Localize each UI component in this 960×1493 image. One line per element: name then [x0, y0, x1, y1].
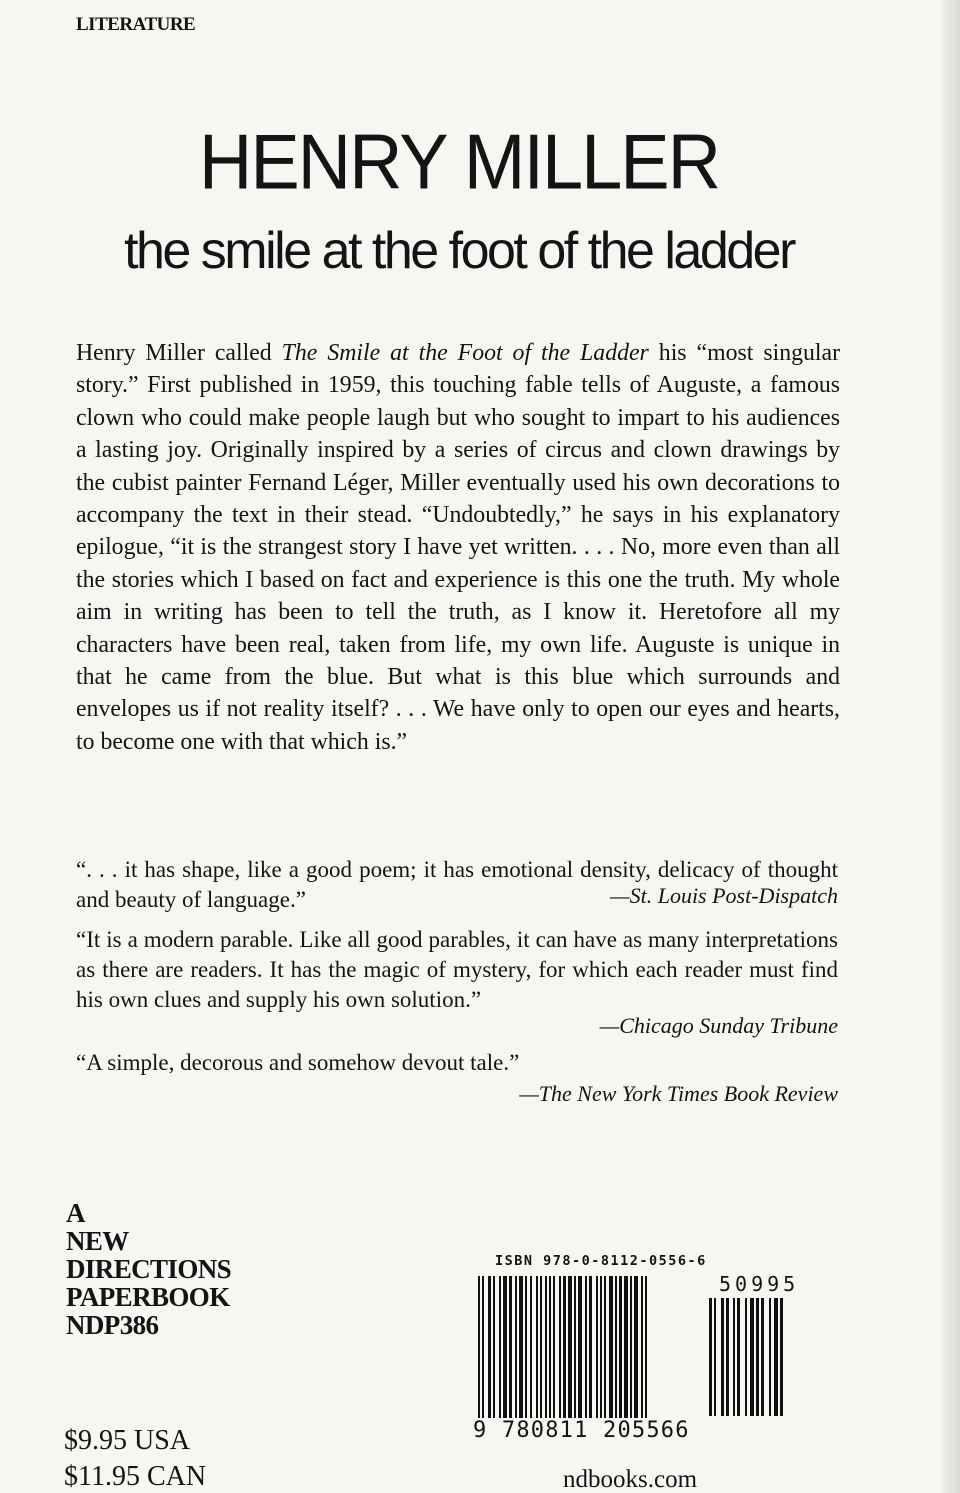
category-label: LITERATURE — [76, 14, 196, 35]
barcode-bar — [578, 1276, 582, 1422]
barcode-bar — [750, 1298, 754, 1416]
publisher-line: NDP386 — [66, 1310, 159, 1340]
publisher-line: NEW — [66, 1226, 129, 1256]
barcode-bar — [596, 1276, 598, 1422]
barcode-bar — [745, 1298, 747, 1416]
barcode-bar — [545, 1276, 547, 1422]
barcode-bar — [525, 1276, 527, 1422]
barcode-bar — [536, 1276, 538, 1422]
price-can: $11.95 CAN — [64, 1461, 207, 1492]
barcode-bar — [619, 1276, 622, 1422]
barcode-bar — [568, 1276, 572, 1422]
review-source-1: —St. Louis Post-Dispatch — [610, 883, 838, 908]
barcode-bar — [540, 1276, 542, 1422]
barcode-bar — [493, 1276, 495, 1422]
publisher-website: ndbooks.com — [563, 1466, 698, 1493]
barcode-bar — [769, 1298, 771, 1416]
barcode-bar — [499, 1276, 501, 1422]
barcode-bar — [634, 1276, 638, 1422]
barcode-bar — [630, 1276, 632, 1422]
barcode-bar — [780, 1298, 783, 1416]
book-title: the smile at the foot of the ladder — [124, 222, 794, 280]
barcode-bar — [737, 1298, 740, 1416]
barcode-bar — [726, 1298, 729, 1416]
review-quote-1: “. . . it has shape, like a good poem; it has emotional density, delicacy of thought and beauty of language.” — [76, 857, 838, 912]
barcode-bar — [503, 1276, 507, 1422]
barcode-bar — [519, 1276, 523, 1422]
barcode-bar — [609, 1276, 613, 1436]
blurb-book-title: The Smile at the Foot of the Ladder — [281, 340, 649, 366]
review-source-3: —The New York Times Book Review — [519, 1081, 838, 1106]
barcode-bar — [574, 1276, 576, 1422]
publisher-imprint — [66, 1199, 231, 1339]
addon-barcode-bars — [709, 1298, 814, 1430]
publisher-line: PAPERBOOK — [66, 1282, 230, 1312]
barcode-bar — [645, 1276, 647, 1436]
publisher-line: A — [66, 1198, 85, 1228]
price-usa: $9.95 USA — [64, 1425, 191, 1456]
barcode-bar — [641, 1276, 643, 1422]
review-quote-3: “A simple, decorous and somehow devout tale.” — [76, 1050, 520, 1075]
barcode-bar — [604, 1276, 606, 1436]
barcode-bars — [478, 1276, 698, 1436]
barcode-bar — [709, 1298, 712, 1416]
barcode-bar — [553, 1276, 555, 1422]
review-quote-2: “It is a modern parable. Like all good parables, it can have as many interpretations as there are readers. It has the magic of mystery, for which each reader must find his own clues and supply his own solution.” — [76, 927, 838, 1012]
barcode-bar — [563, 1276, 566, 1422]
barcode-bar — [733, 1298, 735, 1416]
barcode-bar — [509, 1276, 512, 1422]
barcode-bar — [721, 1298, 724, 1416]
price-block — [64, 1423, 206, 1493]
blurb-lead: Henry Miller called — [76, 340, 282, 366]
barcode-bar — [600, 1276, 602, 1422]
barcode-bar — [774, 1298, 778, 1416]
review-source-2: —Chicago Sunday Tribune — [599, 1013, 838, 1038]
cover-edge — [942, 0, 960, 1493]
barcode-bar — [478, 1276, 480, 1436]
barcode-bar — [761, 1298, 764, 1416]
publisher-line: DIRECTIONS — [66, 1254, 232, 1284]
barcode-bar — [515, 1276, 517, 1422]
barcode-bar — [624, 1276, 628, 1422]
barcode-bar — [482, 1276, 484, 1436]
barcode-bar — [756, 1298, 759, 1416]
barcode-bar — [488, 1276, 491, 1422]
barcode-bar — [589, 1276, 592, 1422]
barcode-bar — [585, 1276, 587, 1422]
barcode-bar — [559, 1276, 561, 1422]
barcode-bar — [549, 1276, 551, 1422]
isbn-label: ISBN 978-0-8112-0556-6 — [495, 1253, 707, 1269]
barcode-bar — [714, 1298, 716, 1416]
barcode-digits: 9 780811 205566 — [473, 1418, 690, 1443]
author-name: HENRY MILLER — [198, 117, 720, 206]
blurb-rest: his “most singular story.” First published in 1959, this touching fable tells of Auguste, a famous clown who could make people laugh but who sought to impart to his audiences a lasting joy. Originally inspired by a series of circus and clown drawings by the cubist painter Fernand Léger, Miller eventually used his own decorations to accompany the text in their stead. “Undoubtedly,” he says in his explanatory epilogue, “it is the strangest story I have yet written. . . . No, more even than all the stories which I based on fact and experience is this one the truth. My whole aim in writing has been to tell the truth, as I know it. Heretofore all my characters have been real, taken from life, my own life. Auguste is unique in that he came from the blue. But what is this blue which surrounds and envelopes us if not reality itself? . . . We have only to open our eyes and hearts, to become one with that which is.” — [76, 340, 840, 755]
barcode-bar — [615, 1276, 617, 1422]
description-blurb — [76, 337, 840, 758]
addon-digits: 50995 — [719, 1272, 800, 1296]
barcode-bar — [530, 1276, 532, 1422]
